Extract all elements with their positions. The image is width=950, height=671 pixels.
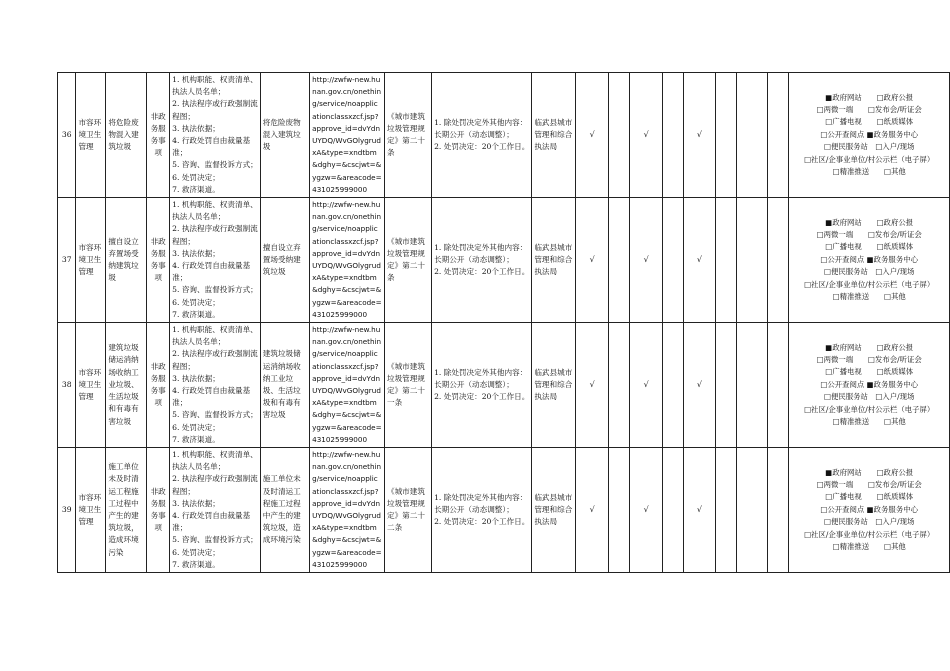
empty-cell (736, 73, 767, 198)
channels-line[interactable]: □两微一端 □发布会/听证会 (816, 479, 922, 489)
content-line: 程图； (172, 361, 195, 371)
category-cell: 市容环境卫生管理 (76, 73, 106, 198)
url-cell[interactable]: http://zwfw-new.hunan.gov.cn/onething/service/noapplicationclassxzcf.jsp?approve_id=dvYdnUYDQ/WvGOlygrudxA&type=xndtbm&dghy=&cscjwt=&ygzw=&areacode=431025999000 (310, 448, 385, 573)
content-line: 准； (172, 273, 188, 283)
channels-line[interactable]: □公开查阅点 ■政务服务中心 (820, 504, 918, 514)
mark-cell-c: √ (684, 198, 716, 323)
channels-line[interactable]: ■政府网站 □政府公报 (825, 342, 914, 352)
content-line: 1. 机构职能、权责清单、 (172, 324, 258, 334)
basis-description-cell: 将危险废物混入建筑垃圾 (260, 73, 309, 198)
mark-cell-b: √ (630, 73, 662, 198)
channels-line[interactable]: □精准推送 □其他 (832, 417, 906, 427)
disclosure-table (57, 72, 950, 573)
mark-cell-b: √ (630, 448, 662, 573)
content-line: 7. 救济渠道。 (172, 434, 220, 444)
channels-line[interactable]: □便民服务站 □入户/现场 (824, 392, 915, 402)
content-cell (170, 73, 261, 198)
mark-cell-c: √ (684, 323, 716, 448)
content-line: 1. 机构职能、权责清单、 (172, 199, 258, 209)
channels-line[interactable]: ■政府网站 □政府公报 (825, 92, 914, 102)
deadline-line: 1. 除处罚决定外其他内容： (434, 117, 528, 127)
empty-cell (715, 323, 736, 448)
channels-line[interactable]: □广播电视 □纸质媒体 (825, 492, 914, 502)
deadline-line: 2. 处罚决定：20个工作日。 (434, 142, 530, 152)
content-line: 5. 咨询、监督投诉方式； (172, 535, 258, 545)
channels-cell (789, 448, 950, 573)
channels-line[interactable]: ■政府网站 □政府公报 (825, 217, 914, 227)
content-line: 5. 咨询、监督投诉方式； (172, 160, 258, 170)
content-line: 7. 救济渠道。 (172, 184, 220, 194)
category-cell: 市容环境卫生管理 (76, 448, 106, 573)
channels-line[interactable]: □两微一端 □发布会/听证会 (816, 229, 922, 239)
row-number: 37 (58, 198, 76, 323)
url-cell[interactable]: http://zwfw-new.hunan.gov.cn/onething/service/noapplicationclassxzcf.jsp?approve_id=dvYdnUYDQ/WvGOlygrudxA&type=xndtbm&dghy=&cscjwt=&ygzw=&areacode=431025999000 (310, 73, 385, 198)
content-line: 5. 咨询、监督投诉方式； (172, 285, 258, 295)
deadline-line: 长期公开（动态调整）； (434, 129, 514, 139)
service-type-cell: 非政务服务事项 (147, 73, 170, 198)
channels-line[interactable]: ■政府网站 □政府公报 (825, 467, 914, 477)
empty-cell (736, 198, 767, 323)
row-number: 36 (58, 73, 76, 198)
empty-cell (609, 448, 630, 573)
empty-cell (768, 323, 789, 448)
table-row (58, 73, 950, 198)
mark-cell-a: √ (576, 323, 609, 448)
content-line: 2. 执法程序或行政强制流 (172, 474, 258, 484)
category-cell: 市容环境卫生管理 (76, 323, 106, 448)
content-line: 程图； (172, 236, 195, 246)
deadline-line: 2. 处罚决定：20个工作日。 (434, 267, 530, 277)
empty-cell (768, 198, 789, 323)
content-line: 7. 救济渠道。 (172, 309, 220, 319)
content-line: 7. 救济渠道。 (172, 559, 220, 569)
law-cell: 《城市建筑垃圾管理规定》第二十二条 (385, 448, 432, 573)
content-line: 1. 机构职能、权责清单、 (172, 74, 258, 84)
law-cell: 《城市建筑垃圾管理规定》第二十一条 (385, 323, 432, 448)
deadline-cell (432, 323, 532, 448)
basis-description-cell: 擅自设立弃置场受纳建筑垃圾 (260, 198, 309, 323)
empty-cell (662, 323, 683, 448)
content-line: 5. 咨询、监督投诉方式； (172, 410, 258, 420)
agency-cell: 临武县城市管理和综合执法局 (532, 73, 576, 198)
content-line: 6. 处罚决定； (172, 547, 220, 557)
row-number: 38 (58, 323, 76, 448)
channels-line[interactable]: □两微一端 □发布会/听证会 (816, 104, 922, 114)
agency-cell: 临武县城市管理和综合执法局 (532, 198, 576, 323)
content-line: 执法人员名单； (172, 212, 226, 222)
channels-line[interactable]: □公开查阅点 ■政务服务中心 (820, 379, 918, 389)
empty-cell (609, 323, 630, 448)
channels-line[interactable]: □社区/企事业单位/村公示栏（电子屏） (804, 404, 935, 414)
mark-cell-c: √ (684, 73, 716, 198)
content-cell (170, 448, 261, 573)
channels-line[interactable]: □广播电视 □纸质媒体 (825, 242, 914, 252)
content-line: 3. 执法依据； (172, 373, 220, 383)
channels-line[interactable]: □社区/企事业单位/村公示栏（电子屏） (804, 529, 935, 539)
deadline-line: 1. 除处罚决定外其他内容： (434, 242, 528, 252)
content-cell (170, 198, 261, 323)
content-line: 4. 行政处罚自由裁量基 (172, 386, 251, 395)
mark-cell-b: √ (630, 198, 662, 323)
channels-line[interactable]: □公开查阅点 ■政务服务中心 (820, 129, 918, 139)
content-line: 执法人员名单； (172, 87, 226, 97)
url-cell[interactable]: http://zwfw-new.hunan.gov.cn/onething/service/noapplicationclassxzcf.jsp?approve_id=dvYdnUYDQ/WvGOlygrudxA&type=xndtbm&dghy=&cscjwt=&ygzw=&areacode=431025999000 (310, 198, 385, 323)
empty-cell (715, 73, 736, 198)
deadline-line: 长期公开（动态调整）； (434, 379, 514, 389)
deadline-cell (432, 198, 532, 323)
law-cell: 《城市建筑垃圾管理规定》第二十条 (385, 198, 432, 323)
service-type-cell: 非政务服务事项 (147, 198, 170, 323)
mark-cell-a: √ (576, 448, 609, 573)
empty-cell (662, 198, 683, 323)
channels-line[interactable]: □社区/企事业单位/村公示栏（电子屏） (804, 154, 935, 164)
channels-cell (789, 323, 950, 448)
deadline-line: 长期公开（动态调整）； (434, 504, 514, 514)
content-line: 准； (172, 148, 188, 158)
channels-line[interactable]: □公开查阅点 ■政务服务中心 (820, 254, 918, 264)
item-cell: 施工单位未及时清运工程施工过程中产生的建筑垃圾，造成环境污染 (106, 448, 147, 573)
deadline-line: 1. 除处罚决定外其他内容： (434, 367, 528, 377)
content-line: 4. 行政处罚自由裁量基 (172, 136, 251, 145)
content-line: 6. 处罚决定； (172, 172, 220, 182)
content-line: 2. 执法程序或行政强制流 (172, 224, 258, 234)
deadline-cell (432, 73, 532, 198)
empty-cell (715, 198, 736, 323)
channels-line[interactable]: □精准推送 □其他 (832, 167, 906, 177)
deadline-line: 2. 处罚决定：20个工作日。 (434, 517, 530, 527)
table-row (58, 323, 950, 448)
channels-line[interactable]: □便民服务站 □入户/现场 (824, 142, 915, 152)
item-cell: 建筑垃圾储运消纳场收纳工业垃圾、生活垃圾和有毒有害垃圾 (106, 323, 147, 448)
empty-cell (736, 448, 767, 573)
agency-cell: 临武县城市管理和综合执法局 (532, 323, 576, 448)
content-line: 程图； (172, 111, 195, 121)
empty-cell (662, 448, 683, 573)
channels-cell (789, 73, 950, 198)
content-line: 2. 执法程序或行政强制流 (172, 349, 258, 359)
law-cell: 《城市建筑垃圾管理规定》第二十条 (385, 73, 432, 198)
content-line: 3. 执法依据； (172, 123, 220, 133)
empty-cell (768, 73, 789, 198)
category-cell: 市容环境卫生管理 (76, 198, 106, 323)
content-line: 程图； (172, 486, 195, 496)
agency-cell: 临武县城市管理和综合执法局 (532, 448, 576, 573)
service-type-cell: 非政务服务事项 (147, 323, 170, 448)
mark-cell-c: √ (684, 448, 716, 573)
channels-line[interactable]: □精准推送 □其他 (832, 542, 906, 552)
service-type-cell: 非政务服务事项 (147, 448, 170, 573)
channels-line[interactable]: □社区/企事业单位/村公示栏（电子屏） (804, 279, 935, 289)
empty-cell (715, 448, 736, 573)
channels-line[interactable]: □便民服务站 □入户/现场 (824, 517, 915, 527)
channels-line[interactable]: □广播电视 □纸质媒体 (825, 117, 914, 127)
content-line: 6. 处罚决定； (172, 297, 220, 307)
deadline-line: 2. 处罚决定：20个工作日。 (434, 392, 530, 402)
content-line: 4. 行政处罚自由裁量基 (172, 511, 251, 520)
content-line: 3. 执法依据； (172, 248, 220, 258)
basis-description-cell: 施工单位未及时清运工程施工过程中产生的建筑垃圾，造成环境污染 (260, 448, 309, 573)
mark-cell-b: √ (630, 323, 662, 448)
table-row (58, 198, 950, 323)
url-cell[interactable]: http://zwfw-new.hunan.gov.cn/onething/service/noapplicationclassxzcf.jsp?approve_id=dvYdnUYDQ/WvGOlygrudxA&type=xndtbm&dghy=&cscjwt=&ygzw=&areacode=431025999000 (310, 323, 385, 448)
content-line: 1. 机构职能、权责清单、 (172, 449, 258, 459)
empty-cell (662, 73, 683, 198)
channels-line[interactable]: □精准推送 □其他 (832, 292, 906, 302)
content-cell (170, 323, 261, 448)
channels-line[interactable]: □广播电视 □纸质媒体 (825, 367, 914, 377)
table-row (58, 448, 950, 573)
mark-cell-a: √ (576, 73, 609, 198)
content-line: 6. 处罚决定； (172, 422, 220, 432)
content-line: 4. 行政处罚自由裁量基 (172, 261, 251, 270)
empty-cell (609, 73, 630, 198)
deadline-cell (432, 448, 532, 573)
content-line: 3. 执法依据； (172, 498, 220, 508)
item-cell: 擅自设立弃置场受纳建筑垃圾 (106, 198, 147, 323)
channels-line[interactable]: □两微一端 □发布会/听证会 (816, 354, 922, 364)
channels-cell (789, 198, 950, 323)
empty-cell (768, 448, 789, 573)
content-line: 准； (172, 398, 188, 408)
deadline-line: 长期公开（动态调整）； (434, 254, 514, 264)
row-number: 39 (58, 448, 76, 573)
empty-cell (609, 198, 630, 323)
content-line: 执法人员名单； (172, 462, 226, 472)
content-line: 准； (172, 523, 188, 533)
basis-description-cell: 建筑垃圾储运消纳场收纳工业垃圾、生活垃圾和有毒有害垃圾 (260, 323, 309, 448)
deadline-line: 1. 除处罚决定外其他内容： (434, 492, 528, 502)
content-line: 执法人员名单； (172, 337, 226, 347)
channels-line[interactable]: □便民服务站 □入户/现场 (824, 267, 915, 277)
empty-cell (736, 323, 767, 448)
content-line: 2. 执法程序或行政强制流 (172, 99, 258, 109)
item-cell: 将危险废物混入建筑垃圾 (106, 73, 147, 198)
mark-cell-a: √ (576, 198, 609, 323)
